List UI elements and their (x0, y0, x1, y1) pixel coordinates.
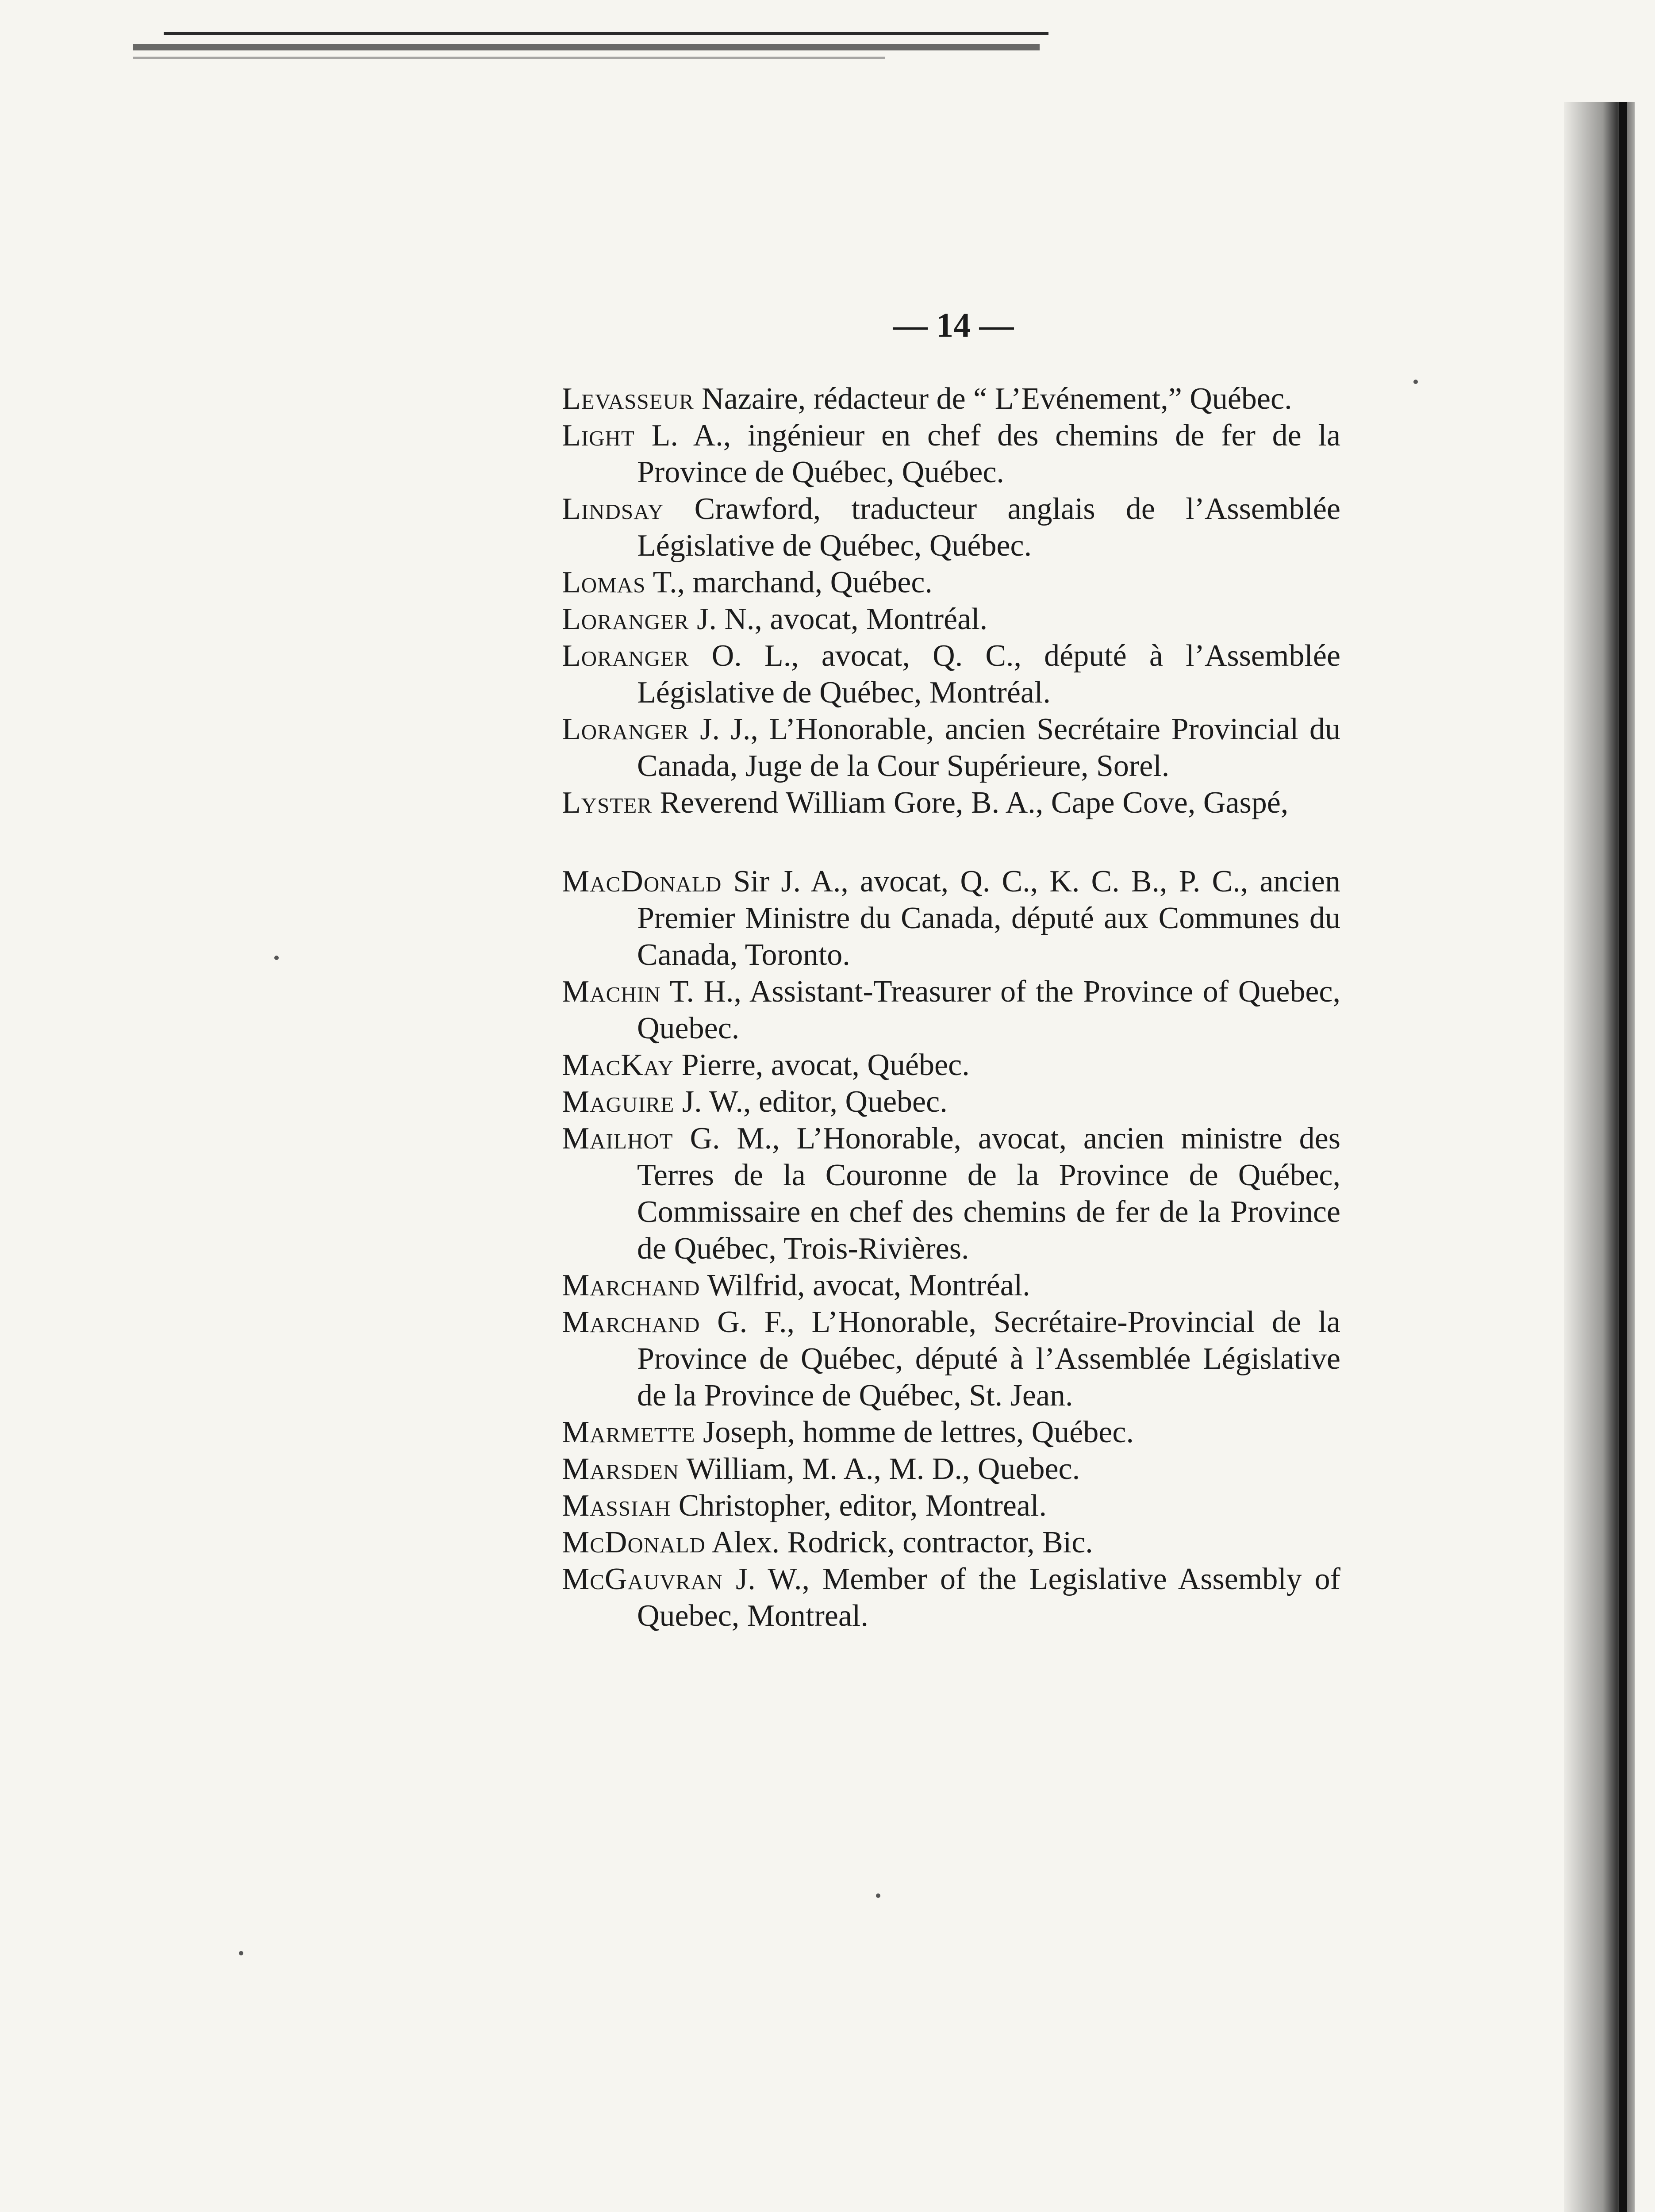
list-item (562, 1524, 1340, 1561)
entry-surname: Loranger (562, 602, 689, 636)
entry-surname: McGauvran (562, 1562, 723, 1596)
entry-surname: Mailhot (562, 1121, 673, 1156)
entry-surname: Loranger (562, 639, 689, 673)
list-item (562, 601, 1340, 637)
entry-details: Alex. Rodrick, contractor, Bic. (711, 1525, 1093, 1559)
top-rule (133, 57, 885, 59)
entry-details: L. A., ingénieur en chef des chemins de fer de la Province de Québec, Québec. (637, 419, 1341, 489)
entry-details: T. H., Assistant-Treasurer of the Province of Quebec, Quebec. (637, 975, 1340, 1045)
entry-surname: Machin (562, 975, 661, 1009)
list-item (562, 637, 1340, 711)
entry-details: Reverend William Gore, B. A., Cape Cove, Gaspé, (660, 786, 1289, 820)
entry-details: G. M., L’Honorable, avocat, ancien ministre des Terres de la Couronne de la Province de Québec, Commissaire en chef des chemins de fer de la Province de Québec, Trois-Rivières. (637, 1121, 1340, 1266)
ink-speck (1413, 380, 1418, 384)
entry-surname: Marchand (562, 1305, 700, 1339)
entry-surname: Levasseur (562, 382, 694, 416)
list-item (562, 380, 1340, 417)
entry-details: J. W., editor, Quebec. (682, 1085, 948, 1119)
entry-surname: Lomas (562, 565, 646, 599)
list-item (562, 1451, 1340, 1487)
entry-surname: Lindsay (562, 492, 664, 526)
entry-details: Pierre, avocat, Québec. (681, 1048, 970, 1082)
entry-surname: Light (562, 419, 635, 453)
entry-details: Crawford, traducteur anglais de l’Assemblée Législative de Québec, Québec. (637, 492, 1340, 563)
entry-surname: McDonald (562, 1525, 706, 1559)
ink-speck (876, 1893, 880, 1898)
list-item (562, 491, 1340, 564)
list-item (562, 1120, 1340, 1267)
top-rule (164, 32, 1048, 35)
entry-details: Wilfrid, avocat, Montréal. (707, 1268, 1030, 1302)
entry-surname: Lyster (562, 786, 652, 820)
list-item (562, 1304, 1340, 1414)
entry-surname: Loranger (562, 712, 689, 746)
section-gap (562, 821, 1340, 863)
ink-speck (274, 956, 279, 960)
entry-details: J. N., avocat, Montréal. (697, 602, 988, 636)
entry-details: J. W., Member of the Legislative Assembly of Quebec, Montreal. (637, 1562, 1340, 1633)
entry-surname: Maguire (562, 1085, 675, 1119)
entry-details: Joseph, homme de lettres, Québec. (703, 1415, 1134, 1449)
entry-details: Nazaire, rédacteur de “ L’Evénement,” Québec. (702, 382, 1292, 416)
page-edge-line (1619, 102, 1627, 2212)
page-number: — 14 — (893, 306, 1014, 344)
entry-details: G. F., L’Honorable, Secrétaire-Provincial de la Province de Québec, député à l’Assemblée Législative de la Province de Québec, St. Jean. (637, 1305, 1341, 1413)
list-item (562, 1414, 1340, 1451)
top-rule (133, 44, 1040, 50)
list-item (562, 863, 1340, 973)
list-item (562, 1047, 1340, 1083)
entry-surname: Marchand (562, 1268, 700, 1302)
entry-details: O. L., avocat, Q. C., député à l’Assemblée Législative de Québec, Montréal. (637, 639, 1340, 710)
directory-list (562, 380, 1340, 1634)
entry-surname: Massiah (562, 1489, 671, 1523)
list-item (562, 1561, 1340, 1634)
list-item (562, 973, 1340, 1047)
list-item (562, 1267, 1340, 1304)
ink-speck (239, 1951, 243, 1955)
entry-surname: MacDonald (562, 864, 722, 899)
list-item (562, 1083, 1340, 1120)
list-item (562, 711, 1340, 784)
entry-details: Christopher, editor, Montreal. (678, 1489, 1047, 1523)
entry-details: T., marchand, Québec. (653, 565, 933, 599)
entry-surname: Marsden (562, 1452, 680, 1486)
entry-details: William, M. A., M. D., Quebec. (686, 1452, 1080, 1486)
entry-surname: Marmette (562, 1415, 695, 1449)
list-item (562, 417, 1340, 491)
list-item (562, 1487, 1340, 1524)
entry-surname: MacKay (562, 1048, 674, 1082)
entry-details: J. J., L’Honorable, ancien Secrétaire Provincial du Canada, Juge de la Cour Supérieure, Sorel. (637, 712, 1340, 783)
list-item (562, 784, 1340, 821)
entry-details: Sir J. A., avocat, Q. C., K. C. B., P. C., ancien Premier Ministre du Canada, député aux Communes du Canada, Toronto. (637, 864, 1340, 972)
list-item (562, 564, 1340, 601)
